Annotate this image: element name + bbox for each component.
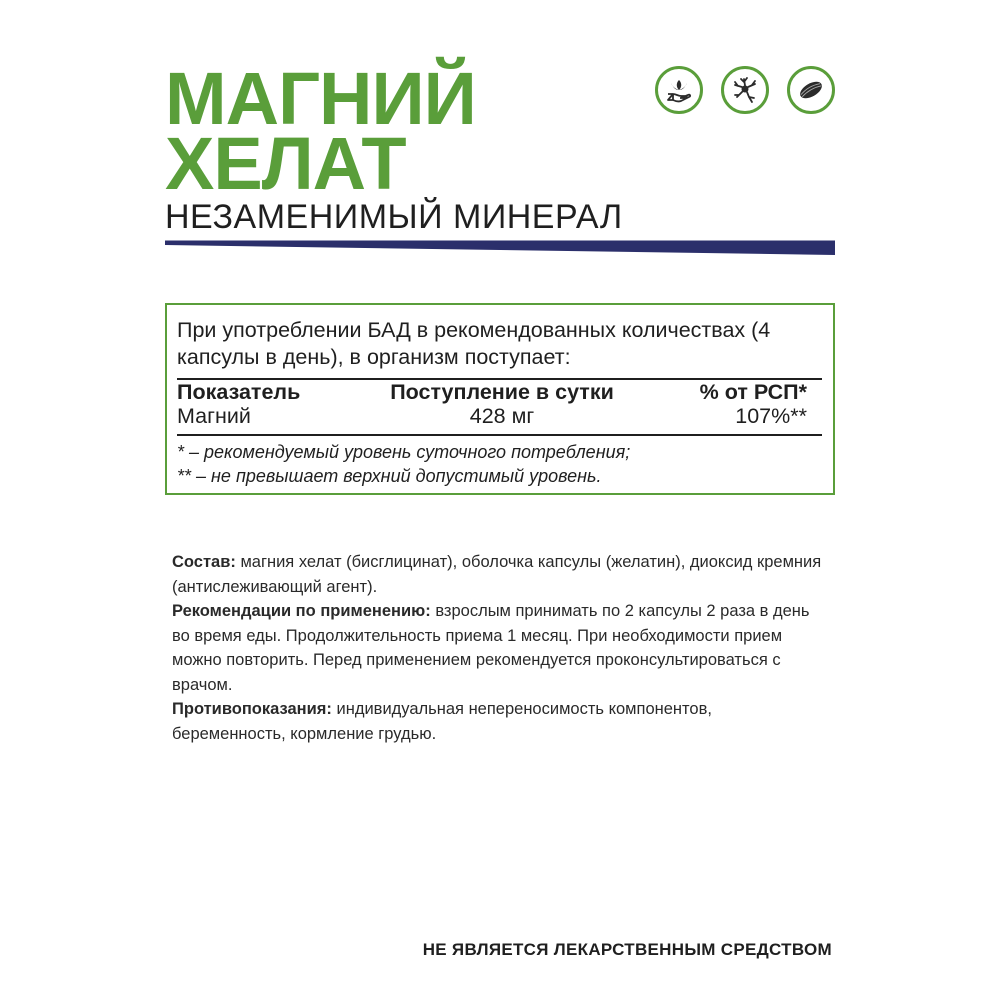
footnote-1: * – рекомендуемый уровень суточного потребления; — [177, 442, 631, 462]
contraindications-text: индивидуальная непереносимость компонентов, беременность, кормление грудью. — [172, 700, 712, 743]
table-top-rule — [177, 378, 822, 380]
not-a-medicine-disclaimer: НЕ ЯВЛЯЕТСЯ ЛЕКАРСТВЕННЫМ СРЕДСТВОМ — [422, 940, 832, 959]
intake-intro: При употреблении БАД в рекомендованных количествах (4 капсулы в день), в организм поступает: — [177, 318, 771, 369]
footnotes — [177, 440, 630, 488]
footnote-2: ** – не превышает верхний допустимый уровень. — [177, 466, 602, 486]
usage-label: Рекомендации по применению: — [172, 602, 431, 620]
column-header-daily-intake: Поступление в сутки — [390, 380, 614, 404]
cell-indicator: Магний — [177, 404, 251, 428]
column-header-indicator: Показатель — [177, 380, 301, 404]
contraindications-label: Противопоказания: — [172, 700, 332, 718]
benefit-icons — [655, 66, 835, 114]
column-header-rsp-percent: % от РСП* — [699, 380, 807, 404]
product-description — [172, 550, 822, 746]
composition-text: магния хелат (бисглицинат), оболочка капсулы (желатин), диоксид кремния (антислеживающий агент). — [172, 553, 822, 596]
composition-label: Состав: — [172, 553, 236, 571]
cell-daily-intake: 428 мг — [469, 404, 535, 428]
muscle-fiber-icon — [787, 66, 835, 114]
nutrition-info-box — [165, 303, 835, 495]
decorative-divider — [165, 238, 835, 260]
table-bottom-rule — [177, 434, 822, 436]
lotus-hand-icon — [655, 66, 703, 114]
product-title-line2: ХЕЛАТ — [165, 122, 406, 205]
neuron-icon — [721, 66, 769, 114]
cell-rsp-percent: 107%** — [735, 404, 807, 428]
usage-text: взрослым принимать по 2 капсулы 2 раза в день во время еды. Продолжительность приема 1 месяц. При необходимости прием можно повторить. Перед применением рекомендуется проконсультироваться с врачом. — [172, 602, 810, 694]
product-subtitle: НЕЗАМЕНИМЫЙ МИНЕРАЛ — [165, 198, 623, 236]
product-title-line1: МАГНИЙ — [165, 57, 476, 140]
